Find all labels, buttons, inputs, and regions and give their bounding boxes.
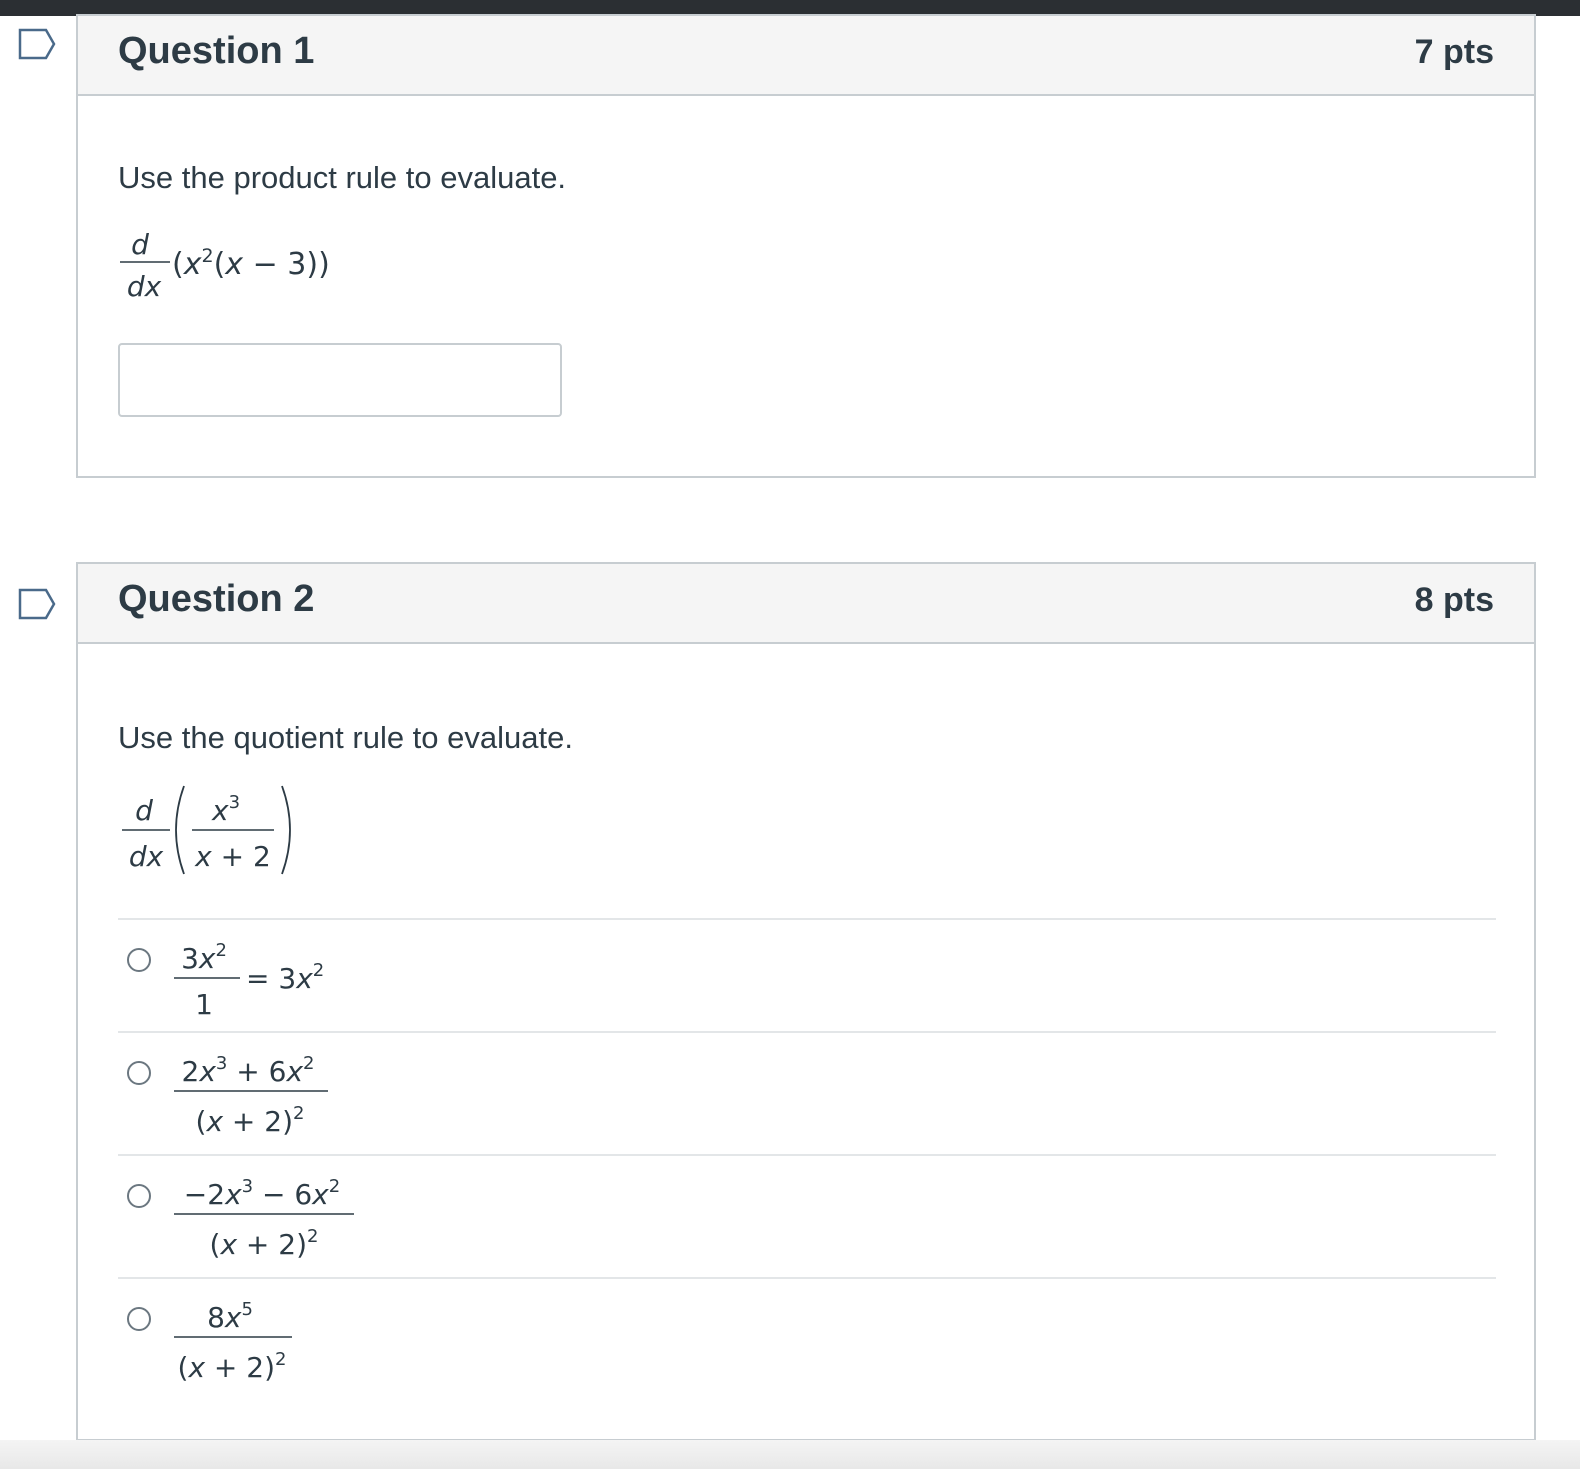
svg-text:(x + 2)2: $(x + 2)^2$ [195,1103,305,1138]
question-1 [76,14,1536,478]
flag-question-icon[interactable] [18,588,56,620]
choice-math [170,926,430,1026]
question-header [78,16,1534,96]
question-header [78,564,1534,644]
choice-math [170,1039,430,1149]
svg-text:3x2: $3x^2$ [181,940,227,975]
question-points: 8 pts [1414,581,1494,619]
radio-button[interactable] [127,948,151,972]
math-expression [118,778,338,878]
svg-text:(x2(x − 3)): $(x^2(x - 3))$ [172,245,330,282]
svg-text:(x + 2)2: $(x + 2)^2$ [177,1349,287,1384]
svg-text:x + 2: x + 2 [195,840,271,873]
question-points: 7 pts [1414,33,1494,71]
question-title: Question 2 [118,578,315,620]
answer-choice[interactable] [118,1154,1496,1278]
math-expression [118,220,378,310]
answer-choice[interactable] [118,1277,1496,1401]
radio-button[interactable] [127,1061,151,1085]
radio-button[interactable] [127,1184,151,1208]
svg-text:2x3 + 6x2: $2x^3 + 6x^2$ [181,1053,315,1088]
svg-text:d: d [131,228,149,261]
svg-text:dx: dx [128,840,164,873]
svg-text:x3: $x^3$ [211,792,241,827]
question-title: Question 1 [118,30,315,72]
answer-input[interactable] [118,343,562,417]
svg-text:(x + 2)2: $(x + 2)^2$ [209,1226,319,1261]
flag-question-icon[interactable] [18,28,56,60]
answer-choice[interactable] [118,918,1496,1032]
choice-math [170,1285,430,1395]
question-prompt: Use the quotient rule to evaluate. [118,720,573,755]
page-bottom-edge [0,1440,1580,1469]
svg-text:= 3x2: = $3x^2$ [246,960,325,995]
radio-button[interactable] [127,1307,151,1331]
svg-text:−2x3 − 6x2: $-2x^3 - 6x^2$ [183,1176,341,1211]
question-2 [76,562,1536,1441]
svg-text:dx: dx [126,270,162,303]
answer-choice[interactable] [118,1031,1496,1155]
choice-math [170,1162,450,1272]
svg-text:d: d [135,794,153,827]
question-prompt: Use the product rule to evaluate. [118,160,567,195]
svg-text:8x5: $8x^5$ [207,1299,253,1334]
svg-text:1: 1 [195,988,213,1021]
